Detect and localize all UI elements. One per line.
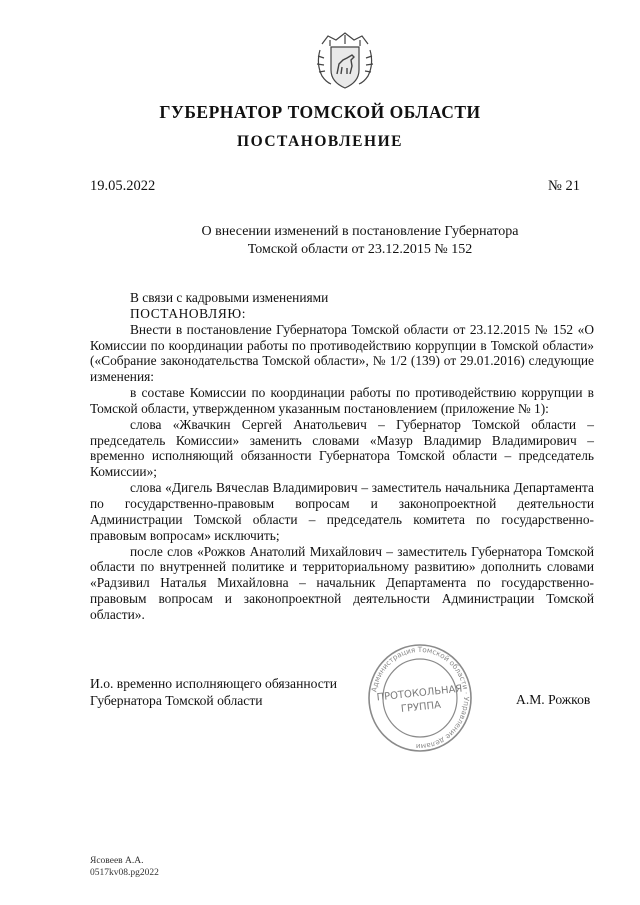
executor-name: Ясовеев А.А. — [90, 856, 144, 866]
document-type-title: ПОСТАНОВЛЕНИЕ — [237, 133, 403, 150]
document-date: 19.05.2022 — [90, 178, 156, 194]
stamp-center-line-1: ПРОТОКОЛЬНАЯ — [376, 683, 463, 704]
official-stamp — [365, 640, 475, 756]
document-subject — [150, 223, 570, 259]
decree-word: ПОСТАНОВЛЯЮ: — [130, 305, 247, 321]
stamp-ring-text: Администрация Томской области · Управление делами — [369, 644, 472, 752]
signatory-position — [90, 675, 337, 709]
signatory-position-line-2: Губернатора Томской области — [90, 693, 263, 708]
authority-title: ГУБЕРНАТОР ТОМСКОЙ ОБЛАСТИ — [159, 102, 481, 122]
body-paragraph: после слов «Рожков Анатолий Михайлович – заместитель Губернатора Томской области по внутренней политике и территориальному развитию» дополнить словами «Радзивил Наталья Михайловна – начальник Департамента по государственно-правовым вопросам и законопроектной деятельности Администрации Томской области». — [90, 543, 594, 622]
body-paragraph: слова «Жвачкин Сергей Анатольевич – Губернатор Томской области – председатель Комиссии» заменить словами «Мазур Владимир Владимирович – временно исполняющий обязанности Губернатора Томской области – председатель Комиссии»; — [90, 416, 594, 480]
subject-line-2: Томской области от 23.12.2015 № 152 — [247, 242, 473, 257]
document-number: № 21 — [548, 178, 580, 194]
document-body — [90, 290, 594, 623]
body-paragraph: Внести в постановление Губернатора Томской области от 23.12.2015 № 152 «О Комиссии по координации работы по противодействию коррупции в Томской области» («Собрание законодательства Томской области», № 1/2 (139) от 29.01.2016) следующие изменения: — [90, 321, 594, 385]
body-paragraph: слова «Дигель Вячеслав Владимирович – заместитель начальника Департамента по государственно-правовым вопросам и законопроектной деятельности Администрации Томской области – председатель комитета по государственно-правовым вопросам» исключить; — [90, 480, 594, 543]
executor-footer — [90, 855, 159, 879]
signatory-name: А.М. Рожков — [516, 692, 591, 707]
body-paragraph: в составе Комиссии по координации работы по противодействию коррупции в Томской области, утвержденном указанным постановлением (приложение № 1): — [90, 385, 594, 416]
coat-of-arms-icon — [312, 30, 378, 92]
subject-line-1: О внесении изменений в постановление Губернатора — [201, 224, 519, 239]
body-paragraph: В связи с кадровыми изменениями — [130, 290, 329, 305]
file-code: 0517kv08.pg2022 — [90, 868, 159, 878]
stamp-center-line-2: ГРУППА — [400, 699, 442, 716]
signatory-position-line-1: И.о. временно исполняющего обязанности — [90, 676, 338, 691]
